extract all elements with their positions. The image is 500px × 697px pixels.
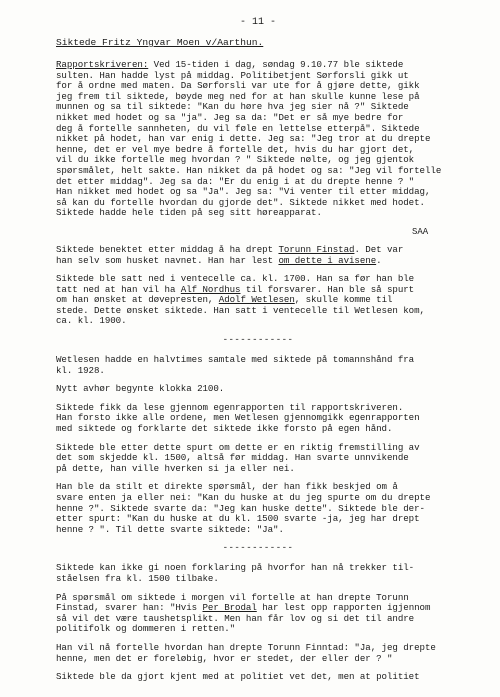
denial-text-1: Siktede benektet etter middag å ha drept: [56, 243, 279, 255]
newspaper-phrase: om dette i avisene: [278, 254, 377, 266]
lawyer-name: Alf Nordhus: [180, 283, 241, 295]
cell-text-3: , skulle komme til stede. Dette ønsket siktede. Han satt i ventecelle til Wetlesen kom, ca. kl. 1900.: [56, 294, 425, 327]
signature-initials: SAA: [412, 226, 429, 237]
victim-name: Torunn Finstad: [278, 243, 355, 255]
tomorrow-text-2: har lest opp rapporten igjennom så vil det være taushetsplikt. Men han får lov og si det til andre politifolk og dommeren i retten.": [56, 602, 431, 635]
section-separator: ------------: [222, 543, 294, 554]
paragraph-cell: [56, 274, 460, 327]
paragraph-direct-question: Han ble da stilt et direkte spørsmål, der han fikk beskjed om å svare enten ja eller nei: "Kan du huske at du jeg spurte om du drepte henne ?". Siktede svarte da: "Jeg kan huske dette". Siktede ble der- etter spurt: "Kan du huske at du kl. 1500 svarte -ja, jeg har drept henne ? ". Til dette svarte siktede: "Ja".: [56, 481, 431, 535]
paragraph-no-explanation: Siktede kan ikke gi noen forklaring på hvorfor han nå trekker til- ståelsen fra kl. 1500 tilbake.: [56, 562, 415, 584]
paragraph-informed: Siktede ble da gjort kjent med at politiet vet det, men at politiet: [56, 671, 420, 683]
priest-name: Adolf Wetlesen: [218, 294, 295, 306]
denial-text-2: . Det var han selv som husket navnet. Han har lest: [56, 243, 404, 266]
cell-text-1: Siktede ble satt ned i ventecelle ca. kl. 1700. Han sa før han ble tatt ned at han vil ha: [56, 273, 415, 295]
paragraph-asked-correct: Siktede ble etter dette spurt om dette er en riktig fremstilling av det som skjedde kl. 1500, altså før middag. Han svarte unnvikende på dette, han ville hverken si ja eller nei.: [56, 441, 420, 474]
paragraph-denial: [56, 245, 460, 266]
paragraph-report-statement: [56, 60, 460, 219]
document-heading: Siktede Fritz Yngvar Moen v/Aarthun.: [56, 37, 264, 48]
paragraph-conversation: Wetlesen hadde en halvtimes samtale med siktede på tomannshånd fra kl. 1928.: [56, 354, 415, 376]
paragraph-read-report: Siktede fikk da lese gjennom egenrapporten til rapportskriveren. Han forsto ikke alle ordene, men Wetlesen gjennomgikk egenrapporten med siktede og forklarte det siktede ikke forsto på egen hånd.: [56, 401, 420, 435]
paragraph-will-tell: Han vil nå fortelle hvordan han drepte Torunn Finntad: "Ja, jeg drepte henne, men det er foreløbig, hvor er stedet, der eller der ? ": [56, 641, 436, 664]
cell-text-2: til forsvarer. Han ble så spurt om han ønsket at døvepresten,: [56, 283, 415, 306]
section-separator: ------------: [222, 335, 294, 346]
person-name: Per Brodal: [202, 602, 257, 614]
report-statement-text: Ved 15-tiden i dag, søndag 9.10.77 ble siktede sulten. Han hadde lyst på middag. Politibetjent Sørforsli gikk ut for å ordne med maten. Da Sørforsli var ute for å gjøre dette, gikk jeg frem til siktede, bøyde meg ned for at han skulle kunne lese på munnen og sa til siktede: "Kan du høre hva jeg sier nå ?" Siktede nikket med hodet og sa "ja". Jeg sa da: "Det er så mye bedre for deg å fortelle sannheten, du vil føle en lettelse etterpå". Siktede nikket på hodet, han var enig i dette. Jeg sa: "Jeg tror at du drepte henne, det er vel mye bedre å fortelle det, hvis du har gjort det, vil du ikke fortelle meg hvordan ? " Siktede nølte, og jeg gjentok spørsmålet, helt sakte. Han nikket da på hodet og sa: "Jeg vil fortelle det etter middag". Jeg sa da: "Er du enig i at du drepte henne ? " Han nikket med hodet og sa "Ja". Jeg sa: "Vi venter til etter middag, så kan du fortelle hvordan du gjorde det". Siktede nikket med hodet. Siktede hadde hele tiden på seg sitt høreapparat.: [56, 59, 442, 219]
tomorrow-text-1: På spørsmål om siktede i morgen vil fortelle at han drepte Torunn Finstad, svarer han: "Hvis: [56, 591, 409, 614]
page-number: - 11 -: [239, 17, 276, 28]
reporter-label: Rapportskriveren:: [56, 59, 149, 70]
paragraph-new-interrogation: Nytt avhør begynte klokka 2100.: [56, 383, 225, 395]
denial-text-3: .: [376, 254, 382, 266]
paragraph-question-tomorrow: [56, 593, 460, 635]
